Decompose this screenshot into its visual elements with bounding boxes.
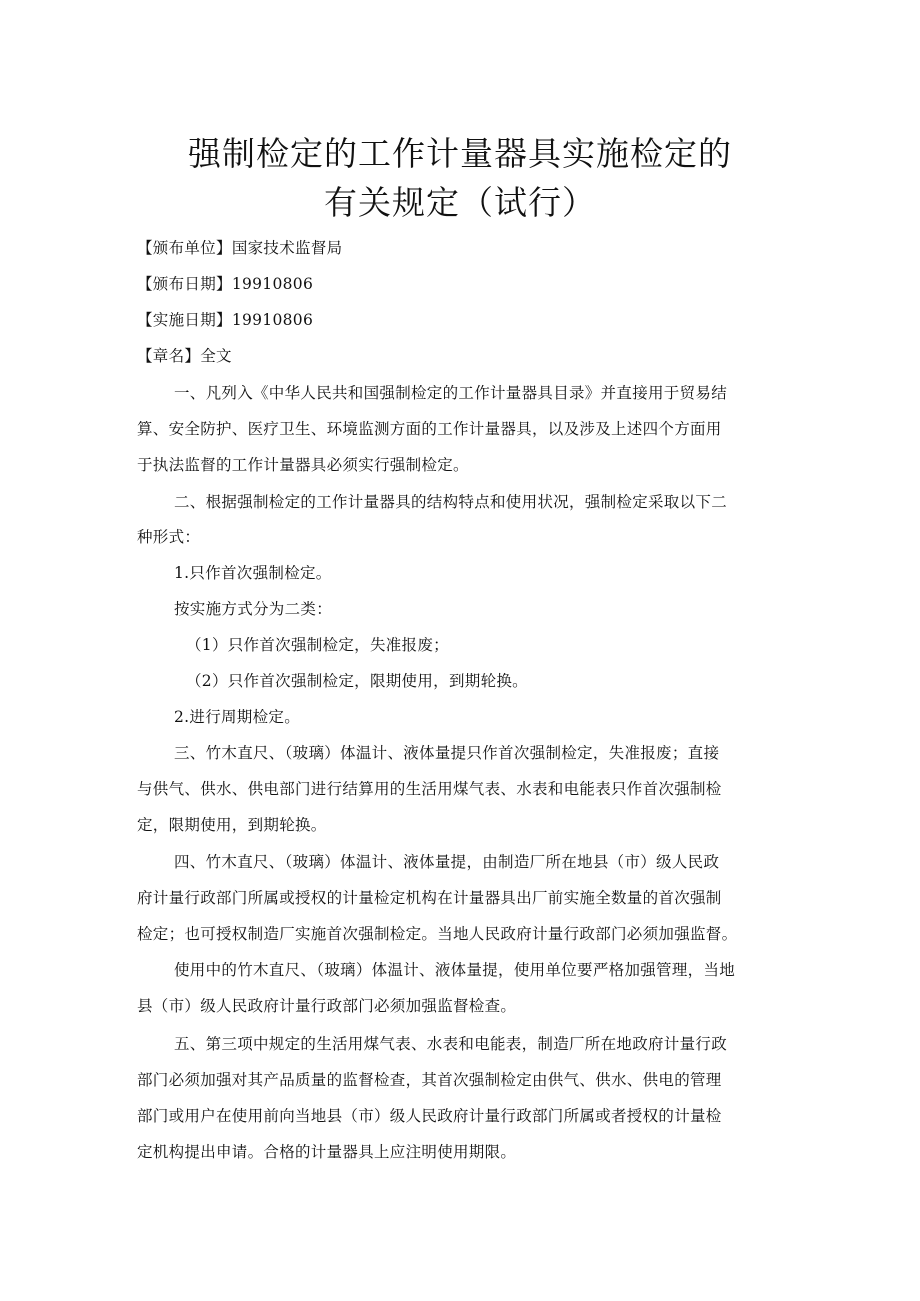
list-item: （1）只作首次强制检定，失准报废； <box>186 636 449 654</box>
paragraph-line: 定机构提出申请。合格的计量器具上应注明使用期限。 <box>137 1143 517 1161</box>
paragraph-line: 与供气、供水、供电部门进行结算用的生活用煤气表、水表和电能表只作首次强制检 <box>137 780 722 798</box>
paragraph-line: 种形式： <box>137 528 201 546</box>
paragraph-line: 于执法监督的工作计量器具必须实行强制检定。 <box>137 456 469 474</box>
publish-date-value: 19910806 <box>231 275 314 293</box>
list-item: 2.进行周期检定。 <box>174 708 300 726</box>
paragraph-line: 四、竹木直尺、（玻璃）体温计、液体量提，由制造厂所在地县（市）级人民政 <box>174 853 720 871</box>
effective-date-value: 19910806 <box>231 311 314 329</box>
effective-date-label: 【实施日期】 <box>137 311 232 329</box>
publish-date-label: 【颁布日期】 <box>137 275 232 293</box>
paragraph-line: 二、根据强制检定的工作计量器具的结构特点和使用状况，强制检定采取以下二 <box>174 493 728 511</box>
document-title-line-1: 强制检定的工作计量器具实施检定的 <box>188 134 732 173</box>
document-title-line-2: 有关规定（试行） <box>324 183 596 222</box>
paragraph-line: 县（市）级人民政府计量行政部门必须加强监督检查。 <box>137 997 517 1015</box>
paragraph-line: 一、凡列入《中华人民共和国强制检定的工作计量器具目录》并直接用于贸易结 <box>174 384 728 402</box>
publisher-label: 【颁布单位】 <box>137 239 232 257</box>
paragraph-line: 部门或用户在使用前向当地县（市）级人民政府计量行政部门所属或者授权的计量检 <box>137 1107 722 1125</box>
list-item: （2）只作首次强制检定，限期使用，到期轮换。 <box>186 672 528 690</box>
paragraph-line: 检定；也可授权制造厂实施首次强制检定。当地人民政府计量行政部门必须加强监督。 <box>137 925 738 943</box>
paragraph-line: 算、安全防护、医疗卫生、环境监测方面的工作计量器具，以及涉及上述四个方面用 <box>137 420 722 438</box>
paragraph-line: 定，限期使用，到期轮换。 <box>137 816 327 834</box>
chapter-value: 全文 <box>200 347 232 365</box>
chapter-label: 【章名】 <box>137 347 201 365</box>
chapter-row <box>137 346 232 366</box>
list-item: 1.只作首次强制检定。 <box>174 564 332 582</box>
paragraph-line: 五、第三项中规定的生活用煤气表、水表和电能表，制造厂所在地政府计量行政 <box>174 1035 728 1053</box>
publisher-value: 国家技术监督局 <box>231 239 343 257</box>
paragraph-line: 府计量行政部门所属或授权的计量检定机构在计量器具出厂前实施全数量的首次强制 <box>137 889 722 907</box>
list-item: 按实施方式分为二类： <box>174 600 333 618</box>
paragraph-line: 部门必须加强对其产品质量的监督检查，其首次强制检定由供气、供水、供电的管理 <box>137 1071 722 1089</box>
paragraph-line: 使用中的竹木直尺、（玻璃）体温计、液体量提，使用单位要严格加强管理，当地 <box>174 961 736 979</box>
publish-date-row <box>137 274 313 294</box>
publisher-row <box>137 238 342 258</box>
effective-date-row <box>137 310 313 330</box>
paragraph-line: 三、竹木直尺、（玻璃）体温计、液体量提只作首次强制检定，失准报废；直接 <box>174 744 720 762</box>
